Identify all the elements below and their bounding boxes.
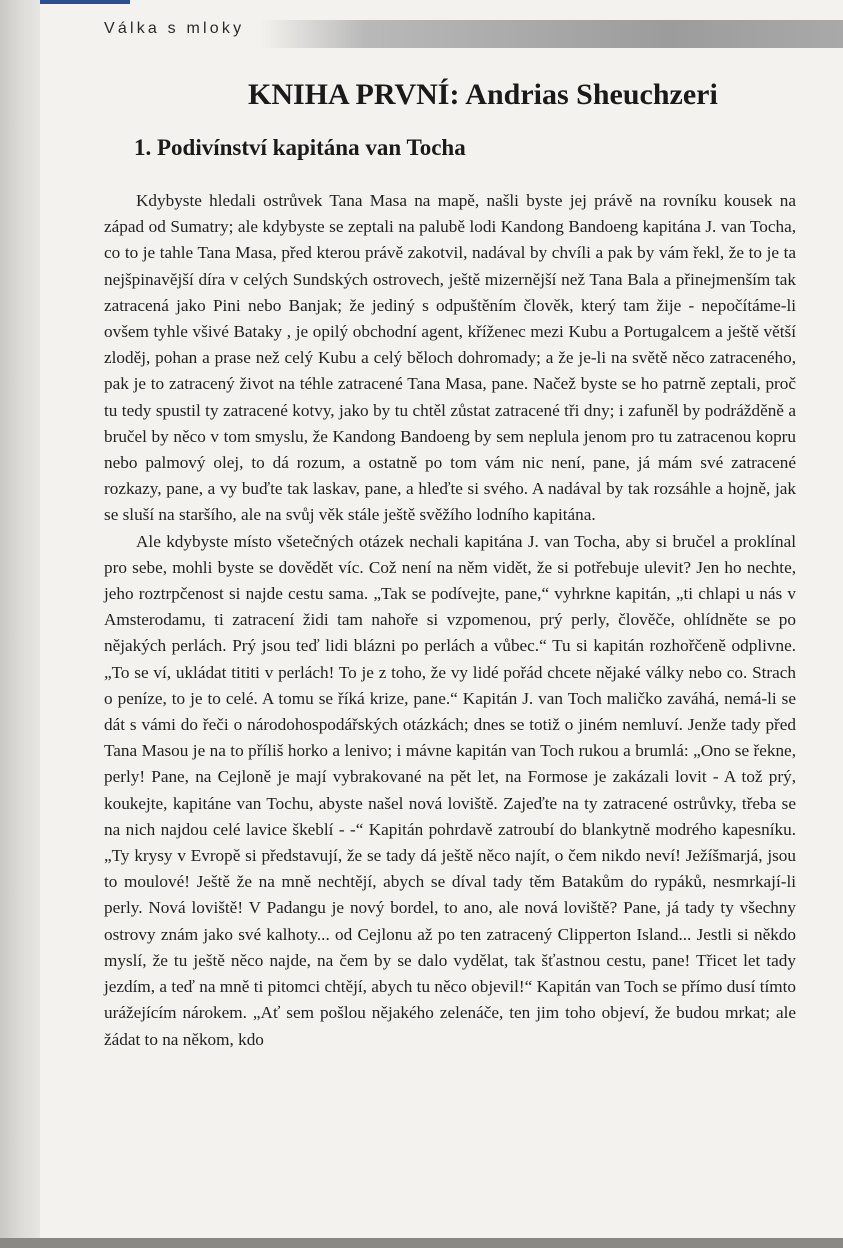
cover-edge-accent: [40, 0, 130, 4]
running-head: Válka s mloky: [104, 20, 245, 37]
body-text: [104, 188, 796, 1053]
paragraph: Kdybyste hledali ostrůvek Tana Masa na mapě, našli byste jej právě na rovníku kousek na západ od Sumatry; ale kdybyste se zeptali na palubě lodi Kandong Bandoeng kapitána J. van Tocha, co to je tahle Tana Masa, před kterou právě zakotvil, nadával by chvíli a pak by vám řekl, že to je ta nejšpinavější díra v celých Sundských ostrovech, ještě mizernější než Tana Bala a přinejmenším tak zatracená jako Pini nebo Banjak; že jediný s odpuštěním člověk, který tam žije - nepočítáme-li ovšem tyhle všivé Bataky , je opilý obchodní agent, kříženec mezi Kubu a Portugalcem a ještě větší zloděj, pohan a prase než celý Kubu a celý běloch dohromady; a že je-li na světě něco zatraceného, pak je to zatracený život na téhle zatracené Tana Masa, pane. Načež byste se ho patrně zeptali, proč tu tedy spustil ty zatracené kotvy, jako by tu chtěl zůstat zatracené tři dny; i zafuněl by podrážděně a bručel by něco v tom smyslu, že Kandong Bandoeng by sem neplula jenom pro tu zatracenou kopru nebo palmový olej, to dá rozum, a ostatně po tom vám nic není, pane, já mám své zatracené rozkazy, pane, a vy buďte tak laskav, pane, a hleďte si svého. A nadával by tak rozsáhle a hojně, jak se sluší na staršího, ale na svůj věk stále ještě svěžího lodního kapitána.: [104, 191, 796, 525]
book-title: KNIHA PRVNÍ: Andrias Sheuchzeri: [248, 78, 718, 111]
bottom-scan-edge: [0, 1238, 843, 1248]
paragraph: Ale kdybyste místo všetečných otázek nechali kapitána J. van Tocha, aby si bručel a proklínal pro sebe, mohli byste se dovědět víc. Což není na něm vidět, že si potřebuje ulevit? Jen ho nechte, jeho roztrpčenost si najde cestu sama. „Tak se podívejte, pane,“ vyhrkne kapitán, „ti chlapi u nás v Amsterodamu, ti zatracení židi tam nahoře si vzpomenou, prý perly, člověče, ohlídněte se po nějakých perlách. Prý jsou teď lidi blázni po perlách a vůbec.“ Tu si kapitán rozhořčeně odplivne. „To se ví, ukládat tititi v perlách! To je z toho, že vy lidé pořád chcete nějaké války nebo co. Strach o peníze, to je to celé. A tomu se říká krize, pane.“ Kapitán J. van Toch maličko zaváhá, nemá-li se dát s vámi do řeči o národohospodářských otázkách; dnes se totiž o jiném nemluví. Jenže tady před Tana Masou je na to příliš horko a lenivo; i mávne kapitán van Toch rukou a brumlá: „Ono se řekne, perly! Pane, na Cejloně je mají vybrakované na pět let, na Formose je zakázali lovit - A tož prý, koukejte, kapitáne van Tochu, abyste našel nová loviště. Zajeďte na ty zatracené ostrůvky, třeba se na nich najdou celé lavice škeblí - -“ Kapitán pohrdavě zatroubí do blankytně modrého kapesníku. „Ty krysy v Evropě si představují, že se tady dá ještě něco najít, o čem nikdo neví! Ježíšmarjá, jsou to moulové! Ještě že na mně nechtějí, abych se díval tady těm Batakům do rypáků, nesmrkají-li perly. Nová loviště! V Padangu je nový bordel, to ano, ale nová loviště? Pane, já tady ty všechny ostrovy znám jako své kalhoty... od Cejlonu až po ten zatracený Clipperton Island... Jestli si někdo myslí, že tu ještě něco najde, na čem by se dalo vydělat, tak šťastnou cestu, pane! Třicet let tady jezdím, a teď na mně ti pitomci chtějí, abych tu něco objevil!“ Kapitán van Toch se přímo dusí tímto urážejícím nárokem. „Ať sem pošlou nějakého zelenáče, ten jim toho objeví, že budou mrkat; ale žádat to na někom, kdo: [104, 531, 796, 1049]
header-gray-bar: [260, 20, 843, 48]
chapter-heading: 1. Podivínství kapitána van Tocha: [134, 135, 466, 160]
